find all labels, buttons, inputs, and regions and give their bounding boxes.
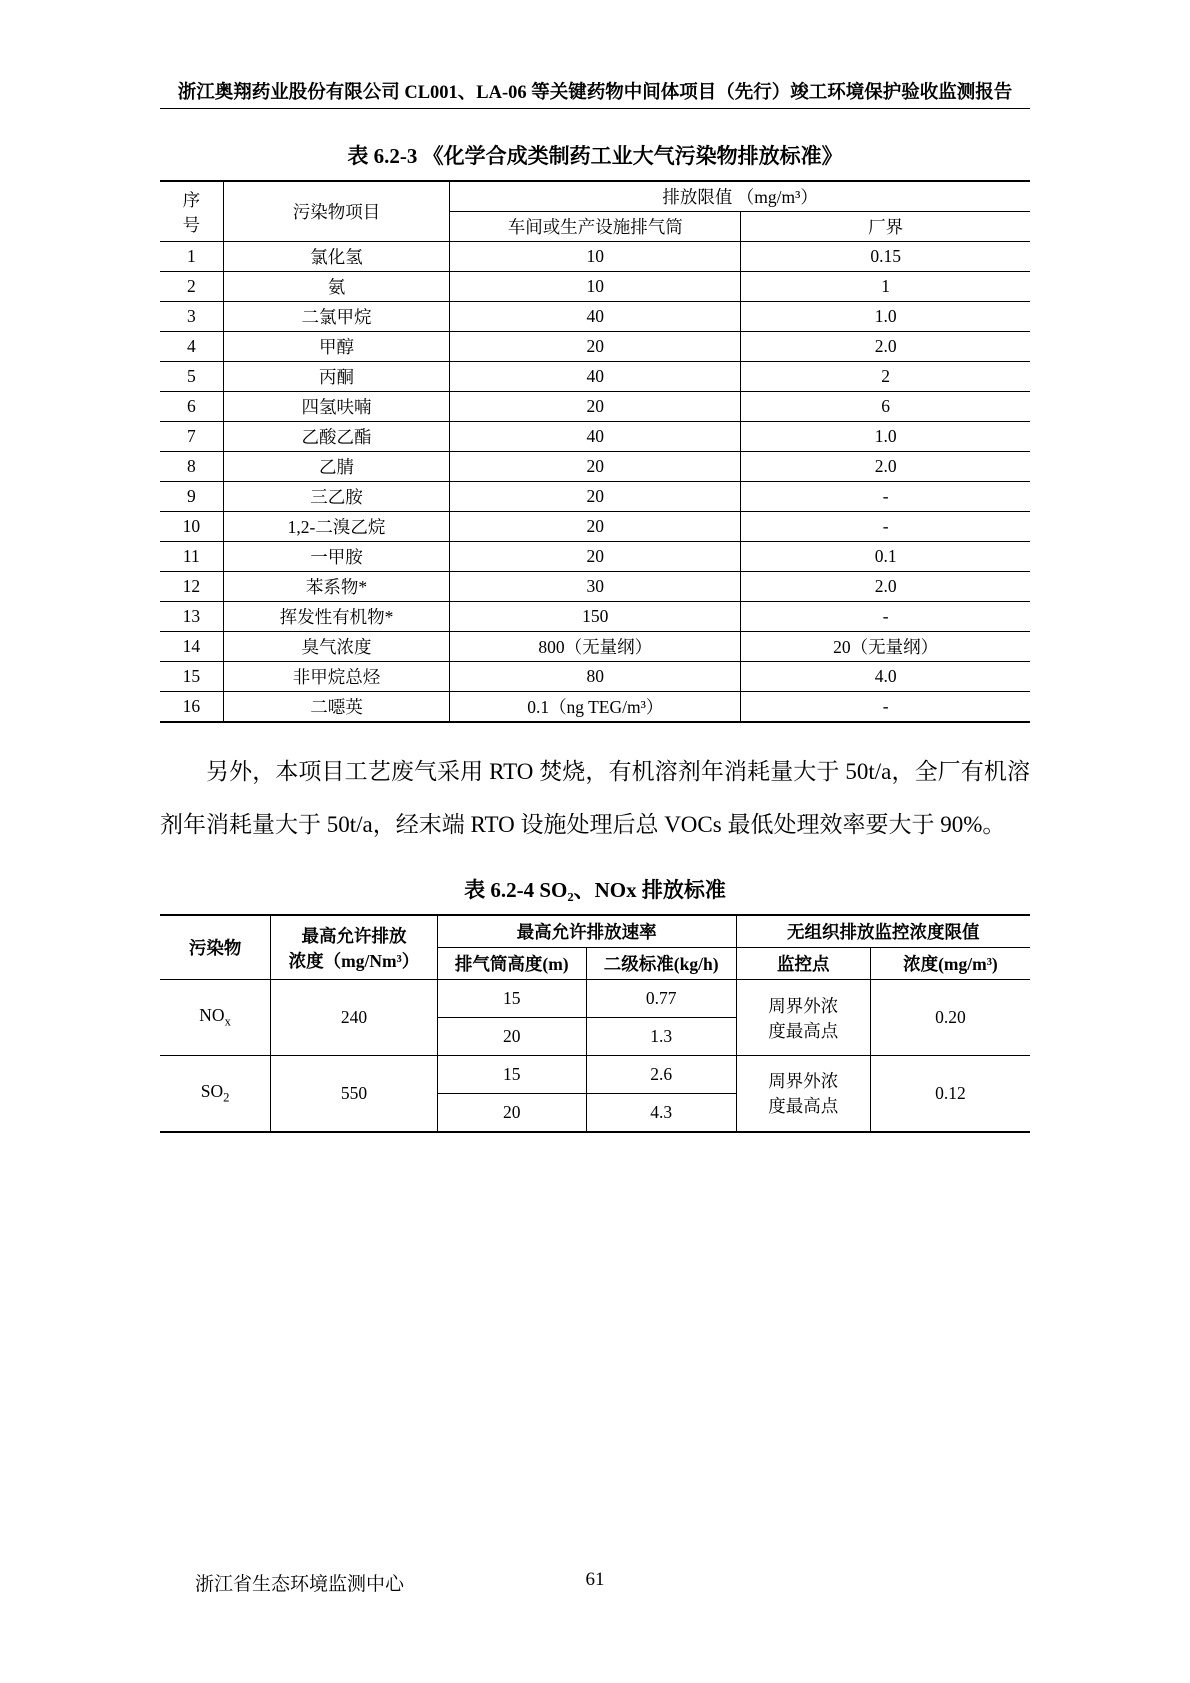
cell-no: 1	[160, 242, 223, 272]
body-paragraph: 另外，本项目工艺废气采用 RTO 焚烧，有机溶剂年消耗量大于 50t/a，全厂有机溶剂年消耗量大于 50t/a，经末端 RTO 设施处理后总 VOCs 最低处理效率要大于 90%。	[160, 759, 1030, 837]
cell-item: 丙酮	[223, 362, 450, 392]
cell-stack: 20	[450, 542, 741, 572]
table-header-row-1	[160, 181, 1030, 212]
cell-no: 12	[160, 572, 223, 602]
column-header-stack-height: 排气筒高度(m)	[437, 948, 586, 980]
table2-row-nox-1	[160, 980, 1030, 1018]
column-header-concentration: 浓度(mg/m³)	[870, 948, 1030, 980]
cell-stack: 40	[450, 422, 741, 452]
cell-pollutant-so2-sub: 2	[223, 1090, 230, 1105]
column-header-grade2: 二级标准(kg/h)	[586, 948, 736, 980]
column-header-limit-group: 排放限值 （mg/m³）	[450, 181, 1030, 212]
cell-so2-height-2: 20	[437, 1094, 586, 1132]
column-header-no	[160, 181, 223, 242]
column-header-max-concentration-line2: 浓度（mg/Nm³）	[288, 950, 420, 971]
table-row	[160, 362, 1030, 392]
column-header-max-concentration	[271, 915, 438, 980]
cell-item: 甲醇	[223, 332, 450, 362]
table2-header-row-1	[160, 915, 1030, 948]
cell-pollutant-so2-base: SO	[200, 1081, 224, 1101]
cell-item: 挥发性有机物*	[223, 602, 450, 632]
table-row	[160, 332, 1030, 362]
cell-item: 苯系物*	[223, 572, 450, 602]
column-header-fugitive: 无组织排放监控浓度限值	[736, 915, 1030, 948]
cell-so2-height-1: 15	[437, 1056, 586, 1094]
cell-item: 臭气浓度	[223, 632, 450, 662]
table2-row-so2-1	[160, 1056, 1030, 1094]
cell-stack: 80	[450, 662, 741, 692]
cell-pollutant-nox	[160, 980, 271, 1056]
column-header-monitor-point: 监控点	[736, 948, 870, 980]
cell-item: 氯化氢	[223, 242, 450, 272]
cell-item: 四氢呋喃	[223, 392, 450, 422]
cell-nox-rate-1: 0.77	[586, 980, 736, 1018]
cell-item: 二噁英	[223, 692, 450, 723]
cell-stack: 20	[450, 332, 741, 362]
cell-nox-concentration: 240	[271, 980, 438, 1056]
cell-so2-limit: 0.12	[870, 1056, 1030, 1132]
table-6-2-4-caption-text: 表 6.2-4 SO₂、NOx 排放标准	[464, 878, 726, 902]
page-content	[160, 140, 1030, 1133]
cell-so2-rate-2: 4.3	[586, 1094, 736, 1132]
cell-so2-concentration: 550	[271, 1056, 438, 1132]
cell-stack: 40	[450, 362, 741, 392]
cell-nox-monitor-point	[736, 980, 870, 1056]
emission-standard-table	[160, 180, 1030, 723]
cell-boundary: 2.0	[741, 452, 1030, 482]
cell-no: 5	[160, 362, 223, 392]
cell-so2-monitor-point	[736, 1056, 870, 1132]
cell-boundary: 2.0	[741, 332, 1030, 362]
cell-item: 乙酸乙酯	[223, 422, 450, 452]
cell-stack: 0.1（ng TEG/m³）	[450, 692, 741, 723]
cell-boundary: -	[741, 482, 1030, 512]
column-header-no-line1: 序	[182, 189, 201, 210]
footer-page-number: 61	[585, 1569, 605, 1590]
table-row	[160, 422, 1030, 452]
cell-boundary: 1.0	[741, 302, 1030, 332]
table-row	[160, 692, 1030, 723]
cell-boundary: -	[741, 602, 1030, 632]
column-header-max-concentration-line1: 最高允许排放	[301, 925, 407, 946]
cell-pollutant-nox-sub: x	[224, 1014, 231, 1029]
table-row	[160, 602, 1030, 632]
cell-boundary: 1.0	[741, 422, 1030, 452]
cell-boundary: 4.0	[741, 662, 1030, 692]
table-row	[160, 302, 1030, 332]
cell-stack: 20	[450, 452, 741, 482]
table-row	[160, 482, 1030, 512]
footer-organization: 浙江省生态环境监测中心	[195, 1574, 405, 1595]
cell-item: 二氯甲烷	[223, 302, 450, 332]
cell-so2-rate-1: 2.6	[586, 1056, 736, 1094]
cell-no: 6	[160, 392, 223, 422]
cell-no: 15	[160, 662, 223, 692]
cell-nox-height-1: 15	[437, 980, 586, 1018]
column-header-pollutant: 污染物	[160, 915, 271, 980]
cell-boundary: 20（无量纲）	[741, 632, 1030, 662]
cell-no: 13	[160, 602, 223, 632]
page-footer	[0, 1569, 1190, 1593]
cell-so2-monitor-point-line2: 度最高点	[768, 1096, 839, 1117]
table-row	[160, 662, 1030, 692]
cell-boundary: 0.15	[741, 242, 1030, 272]
cell-nox-rate-2: 1.3	[586, 1018, 736, 1056]
cell-nox-height-2: 20	[437, 1018, 586, 1056]
cell-item: 三乙胺	[223, 482, 450, 512]
table-row	[160, 242, 1030, 272]
cell-boundary: 2	[741, 362, 1030, 392]
cell-item: 乙腈	[223, 452, 450, 482]
page-header: 浙江奥翔药业股份有限公司 CL001、LA-06 等关键药物中间体项目（先行）竣工环境保护验收监测报告	[177, 83, 1013, 103]
cell-so2-monitor-point-line1: 周界外浓	[768, 1071, 839, 1092]
column-header-no-line2: 号	[182, 214, 201, 235]
cell-no: 9	[160, 482, 223, 512]
table-row	[160, 272, 1030, 302]
cell-boundary: 0.1	[741, 542, 1030, 572]
column-header-boundary: 厂界	[741, 212, 1030, 242]
column-header-max-rate: 最高允许排放速率	[437, 915, 736, 948]
cell-no: 16	[160, 692, 223, 723]
cell-no: 10	[160, 512, 223, 542]
cell-pollutant-so2	[160, 1056, 271, 1132]
cell-stack: 10	[450, 242, 741, 272]
cell-stack: 30	[450, 572, 741, 602]
cell-no: 14	[160, 632, 223, 662]
column-header-item: 污染物项目	[223, 181, 450, 242]
table-row	[160, 542, 1030, 572]
so2-nox-standard-table	[160, 914, 1030, 1133]
table-row	[160, 632, 1030, 662]
table-row	[160, 572, 1030, 602]
cell-stack: 20	[450, 482, 741, 512]
cell-no: 4	[160, 332, 223, 362]
column-header-stack: 车间或生产设施排气筒	[450, 212, 741, 242]
cell-stack: 150	[450, 602, 741, 632]
cell-no: 2	[160, 272, 223, 302]
cell-no: 7	[160, 422, 223, 452]
table-6-2-4-caption	[160, 874, 1030, 904]
table-row	[160, 512, 1030, 542]
cell-item: 非甲烷总烃	[223, 662, 450, 692]
cell-no: 3	[160, 302, 223, 332]
cell-boundary: 2.0	[741, 572, 1030, 602]
header-divider	[160, 108, 1030, 109]
cell-pollutant-nox-base: NO	[199, 1005, 225, 1026]
cell-boundary: -	[741, 512, 1030, 542]
cell-boundary: -	[741, 692, 1030, 723]
table-6-2-3-caption: 表 6.2-3 《化学合成类制药工业大气污染物排放标准》	[347, 144, 843, 168]
table-row	[160, 392, 1030, 422]
cell-item: 氨	[223, 272, 450, 302]
cell-boundary: 1	[741, 272, 1030, 302]
cell-stack: 20	[450, 512, 741, 542]
cell-no: 8	[160, 452, 223, 482]
cell-nox-monitor-point-line1: 周界外浓	[768, 995, 839, 1016]
table-row	[160, 452, 1030, 482]
cell-nox-limit: 0.20	[870, 980, 1030, 1056]
cell-stack: 800（无量纲）	[450, 632, 741, 662]
cell-no: 11	[160, 542, 223, 572]
cell-stack: 40	[450, 302, 741, 332]
cell-nox-monitor-point-line2: 度最高点	[768, 1020, 839, 1041]
cell-stack: 20	[450, 392, 741, 422]
cell-stack: 10	[450, 272, 741, 302]
cell-boundary: 6	[741, 392, 1030, 422]
cell-item: 1,2-二溴乙烷	[223, 512, 450, 542]
cell-item: 一甲胺	[223, 542, 450, 572]
